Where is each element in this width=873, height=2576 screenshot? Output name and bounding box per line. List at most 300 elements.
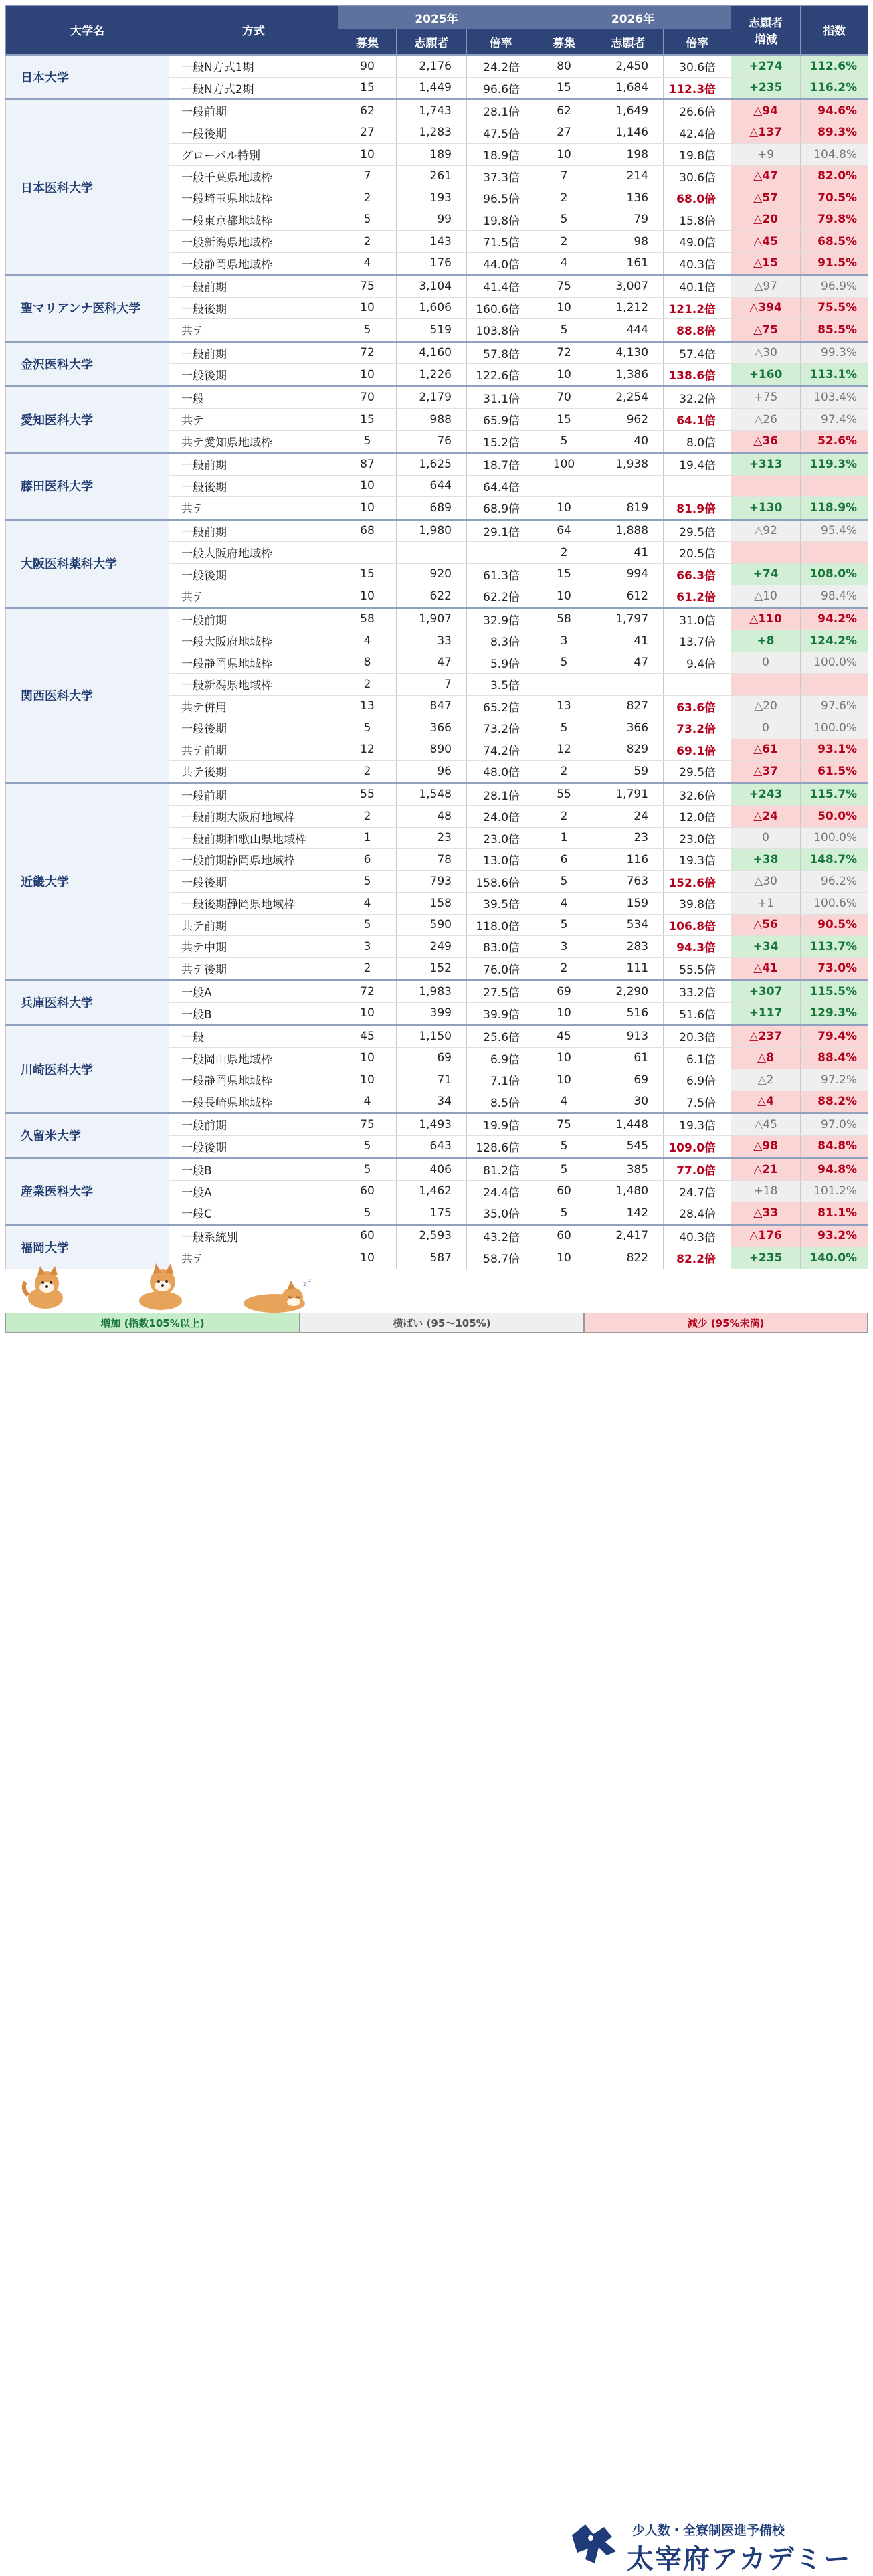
method-cell: 一般前期 [169, 275, 338, 298]
university-name: 聖マリアンナ医科大学 [6, 275, 169, 342]
table-row [6, 386, 868, 409]
applicants-2026-cell: 1,212 [593, 297, 664, 319]
ratio-2025-cell: 23.0倍 [467, 827, 535, 849]
capacity-2026-cell: 100 [535, 453, 593, 476]
capacity-2025-cell: 15 [338, 77, 397, 100]
applicants-2025-cell: 1,462 [397, 1180, 467, 1202]
applicants-2025-cell: 249 [397, 936, 467, 958]
method-cell: 共テ中期 [169, 936, 338, 958]
applicants-2025-cell: 34 [397, 1091, 467, 1113]
applicants-2025-cell: 587 [397, 1247, 467, 1269]
method-cell: グローバル特別 [169, 144, 338, 166]
applicants-2025-cell: 23 [397, 827, 467, 849]
ratio-2025-cell: 28.1倍 [467, 783, 535, 806]
table-row [6, 980, 868, 1003]
applicants-2026-cell: 385 [593, 1158, 664, 1181]
index-cell: 79.4% [801, 1025, 868, 1048]
ratio-2025-cell: 64.4倍 [467, 475, 535, 497]
capacity-2026-cell: 2 [535, 761, 593, 784]
table-row [6, 1113, 868, 1136]
index-cell: 91.5% [801, 252, 868, 275]
ratio-2025-cell: 43.2倍 [467, 1224, 535, 1247]
change-cell: △30 [731, 341, 801, 364]
applicants-2025-cell: 1,743 [397, 100, 467, 122]
applicants-2026-cell: 1,791 [593, 783, 664, 806]
applicants-2026-cell: 1,386 [593, 364, 664, 387]
ratio-2026-cell: 13.7倍 [664, 630, 731, 652]
index-cell: 61.5% [801, 761, 868, 784]
index-cell: 116.2% [801, 77, 868, 100]
capacity-2025-cell: 5 [338, 430, 397, 453]
index-cell: 90.5% [801, 914, 868, 936]
applicants-2025-cell: 1,983 [397, 980, 467, 1003]
applicants-2026-cell: 1,684 [593, 77, 664, 100]
capacity-2026-cell: 62 [535, 100, 593, 122]
capacity-2026-cell: 10 [535, 144, 593, 166]
method-cell: 一般前期 [169, 341, 338, 364]
applicants-2026-cell: 1,480 [593, 1180, 664, 1202]
method-cell: 一般後期 [169, 1135, 338, 1158]
method-cell: 一般前期 [169, 453, 338, 476]
capacity-2026-cell: 70 [535, 386, 593, 409]
applicants-2026-cell: 214 [593, 165, 664, 187]
ratio-2025-cell: 35.0倍 [467, 1202, 535, 1225]
change-cell: 0 [731, 717, 801, 739]
applicants-2026-cell: 534 [593, 914, 664, 936]
ratio-2026-cell: 7.5倍 [664, 1091, 731, 1113]
index-cell: 50.0% [801, 806, 868, 828]
applicants-2026-cell: 829 [593, 739, 664, 761]
method-cell: 共テ [169, 497, 338, 520]
ratio-2025-cell: 68.9倍 [467, 497, 535, 520]
capacity-2025-cell: 2 [338, 806, 397, 828]
change-cell: △56 [731, 914, 801, 936]
applicants-2025-cell: 622 [397, 585, 467, 608]
ratio-2025-cell: 24.2倍 [467, 55, 535, 78]
table-row [6, 1158, 868, 1181]
change-cell: △2 [731, 1069, 801, 1091]
capacity-2026-cell: 27 [535, 122, 593, 144]
change-cell: +1 [731, 893, 801, 915]
capacity-2025-cell: 5 [338, 870, 397, 893]
applicants-2026-cell: 822 [593, 1247, 664, 1269]
change-cell: △8 [731, 1047, 801, 1069]
change-cell [731, 674, 801, 696]
method-cell: 一般大阪府地域枠 [169, 542, 338, 564]
capacity-2026-cell: 60 [535, 1180, 593, 1202]
capacity-2026-cell: 3 [535, 936, 593, 958]
applicants-2026-cell: 819 [593, 497, 664, 520]
method-cell: 一般埼玉県地域枠 [169, 187, 338, 209]
index-cell: 100.0% [801, 717, 868, 739]
index-cell: 96.9% [801, 275, 868, 298]
capacity-2025-cell: 60 [338, 1180, 397, 1202]
ratio-2026-cell: 30.6倍 [664, 55, 731, 78]
applicants-2026-cell: 30 [593, 1091, 664, 1113]
capacity-2026-cell: 3 [535, 630, 593, 652]
index-cell: 100.6% [801, 893, 868, 915]
university-name: 近畿大学 [6, 783, 169, 980]
capacity-2025-cell: 7 [338, 165, 397, 187]
method-cell: 一般後期静岡県地域枠 [169, 893, 338, 915]
method-cell: 一般後期 [169, 364, 338, 387]
ratio-2026-cell: 6.9倍 [664, 1069, 731, 1091]
capacity-2026-cell: 55 [535, 783, 593, 806]
table-row [6, 1025, 868, 1048]
capacity-2026-cell: 5 [535, 1158, 593, 1181]
ratio-2025-cell: 74.2倍 [467, 739, 535, 761]
ratio-2025-cell: 18.9倍 [467, 144, 535, 166]
ratio-2026-cell: 81.9倍 [664, 497, 731, 520]
capacity-2026-cell: 5 [535, 1202, 593, 1225]
ratio-2026-cell: 109.0倍 [664, 1135, 731, 1158]
applicants-2026-cell: 612 [593, 585, 664, 608]
applicants-2025-cell: 2,179 [397, 386, 467, 409]
ratio-2026-cell: 20.3倍 [664, 1025, 731, 1048]
university-name: 兵庫医科大学 [6, 980, 169, 1025]
method-cell: 一般後期 [169, 870, 338, 893]
applicants-2025-cell: 189 [397, 144, 467, 166]
capacity-2025-cell: 8 [338, 652, 397, 674]
index-cell: 94.6% [801, 100, 868, 122]
applicants-2026-cell: 41 [593, 630, 664, 652]
capacity-2025-cell: 3 [338, 936, 397, 958]
method-cell: 一般長崎県地域枠 [169, 1091, 338, 1113]
applicants-2025-cell: 33 [397, 630, 467, 652]
ratio-2026-cell: 55.5倍 [664, 957, 731, 980]
applicants-2025-cell: 47 [397, 652, 467, 674]
ratio-2025-cell: 76.0倍 [467, 957, 535, 980]
applicants-2025-cell: 406 [397, 1158, 467, 1181]
applicants-2025-cell: 96 [397, 761, 467, 784]
capacity-2025-cell: 10 [338, 297, 397, 319]
capacity-2026-cell: 69 [535, 980, 593, 1003]
applicants-2025-cell: 590 [397, 914, 467, 936]
ratio-2026-cell: 19.3倍 [664, 849, 731, 871]
capacity-2026-cell: 5 [535, 1135, 593, 1158]
change-cell: △75 [731, 319, 801, 342]
method-cell: 共テ愛知県地域枠 [169, 430, 338, 453]
capacity-2026-cell: 5 [535, 430, 593, 453]
ratio-2025-cell: 3.5倍 [467, 674, 535, 696]
change-cell: △37 [731, 761, 801, 784]
capacity-2026-cell: 5 [535, 652, 593, 674]
capacity-2026-cell: 10 [535, 585, 593, 608]
change-cell: △20 [731, 695, 801, 717]
ratio-2026-cell: 29.5倍 [664, 761, 731, 784]
method-cell: 共テ併用 [169, 695, 338, 717]
index-cell: 115.7% [801, 783, 868, 806]
method-cell: 一般後期 [169, 475, 338, 497]
method-cell: 一般前期 [169, 100, 338, 122]
applicants-2026-cell: 1,888 [593, 519, 664, 542]
index-cell: 113.7% [801, 936, 868, 958]
ratio-2025-cell: 103.8倍 [467, 319, 535, 342]
capacity-2025-cell: 10 [338, 475, 397, 497]
ratio-2026-cell: 77.0倍 [664, 1158, 731, 1181]
index-cell: 84.8% [801, 1135, 868, 1158]
method-cell: 一般C [169, 1202, 338, 1225]
capacity-2025-cell: 2 [338, 231, 397, 253]
index-cell: 113.1% [801, 364, 868, 387]
method-cell: 一般前期 [169, 1113, 338, 1136]
shiba-dog-sitting-image [19, 1266, 72, 1310]
method-cell: 共テ [169, 409, 338, 431]
index-cell: 93.1% [801, 739, 868, 761]
ratio-2025-cell: 24.0倍 [467, 806, 535, 828]
applicants-2026-cell: 2,417 [593, 1224, 664, 1247]
ratio-2026-cell: 15.8倍 [664, 209, 731, 231]
change-cell: 0 [731, 827, 801, 849]
university-name: 金沢医科大学 [6, 341, 169, 386]
applicants-2025-cell: 366 [397, 717, 467, 739]
applicants-2026-cell [593, 475, 664, 497]
ratio-2025-cell: 29.1倍 [467, 519, 535, 542]
brand-tagline: 少人数・全寮制医進予備校 [632, 2523, 785, 2538]
applicants-2026-cell: 1,448 [593, 1113, 664, 1136]
ratio-2025-cell: 73.2倍 [467, 717, 535, 739]
ratio-2026-cell [664, 674, 731, 696]
method-cell: 一般東京都地域枠 [169, 209, 338, 231]
ratio-2026-cell: 152.6倍 [664, 870, 731, 893]
index-cell: 119.3% [801, 453, 868, 476]
capacity-2026-cell: 15 [535, 409, 593, 431]
method-cell: 一般静岡県地域枠 [169, 1069, 338, 1091]
capacity-2025-cell: 13 [338, 695, 397, 717]
capacity-2026-cell: 4 [535, 1091, 593, 1113]
applicants-2025-cell: 99 [397, 209, 467, 231]
capacity-2025-cell: 5 [338, 1135, 397, 1158]
brand-name: 太宰府アカデミー [627, 2543, 852, 2575]
capacity-2026-cell: 1 [535, 827, 593, 849]
university-name: 日本大学 [6, 55, 169, 100]
capacity-2025-cell: 10 [338, 364, 397, 387]
capacity-2025-cell: 12 [338, 739, 397, 761]
table-row [6, 1224, 868, 1247]
change-cell: △15 [731, 252, 801, 275]
header-method: 方式 [169, 6, 338, 55]
applicants-2026-cell: 444 [593, 319, 664, 342]
capacity-2025-cell: 68 [338, 519, 397, 542]
ratio-2026-cell: 68.0倍 [664, 187, 731, 209]
capacity-2026-cell: 10 [535, 297, 593, 319]
capacity-2025-cell: 15 [338, 563, 397, 585]
ratio-2026-cell: 40.3倍 [664, 1224, 731, 1247]
capacity-2025-cell: 70 [338, 386, 397, 409]
ratio-2026-cell: 39.8倍 [664, 893, 731, 915]
capacity-2025-cell: 5 [338, 319, 397, 342]
change-cell: △176 [731, 1224, 801, 1247]
applicants-2025-cell: 2,593 [397, 1224, 467, 1247]
change-cell: △98 [731, 1135, 801, 1158]
ratio-2025-cell: 25.6倍 [467, 1025, 535, 1048]
ratio-2026-cell: 20.5倍 [664, 542, 731, 564]
ratio-2025-cell: 71.5倍 [467, 231, 535, 253]
ratio-2025-cell: 158.6倍 [467, 870, 535, 893]
index-cell: 73.0% [801, 957, 868, 980]
header-change-line: 志願者 [749, 16, 783, 30]
capacity-2025-cell: 4 [338, 893, 397, 915]
ratio-2026-cell: 51.6倍 [664, 1002, 731, 1025]
applicants-2026-cell: 23 [593, 827, 664, 849]
applicants-2026-cell: 913 [593, 1025, 664, 1048]
method-cell: 一般千葉県地域枠 [169, 165, 338, 187]
ratio-2026-cell: 19.8倍 [664, 144, 731, 166]
index-cell [801, 475, 868, 497]
capacity-2025-cell: 2 [338, 674, 397, 696]
applicants-2026-cell: 4,130 [593, 341, 664, 364]
capacity-2025-cell: 5 [338, 914, 397, 936]
ratio-2025-cell: 118.0倍 [467, 914, 535, 936]
ratio-2026-cell: 40.1倍 [664, 275, 731, 298]
ratio-2026-cell: 138.6倍 [664, 364, 731, 387]
method-cell: 共テ [169, 1247, 338, 1269]
capacity-2025-cell: 10 [338, 144, 397, 166]
capacity-2025-cell: 45 [338, 1025, 397, 1048]
index-cell: 96.2% [801, 870, 868, 893]
index-cell: 98.4% [801, 585, 868, 608]
ratio-2026-cell: 28.4倍 [664, 1202, 731, 1225]
change-cell: +18 [731, 1180, 801, 1202]
ratio-2026-cell: 40.3倍 [664, 252, 731, 275]
ratio-2025-cell: 39.9倍 [467, 1002, 535, 1025]
applicants-2025-cell: 4,160 [397, 341, 467, 364]
applicants-2025-cell: 176 [397, 252, 467, 275]
ratio-2026-cell: 66.3倍 [664, 563, 731, 585]
applicants-2026-cell: 1,146 [593, 122, 664, 144]
change-cell: +75 [731, 386, 801, 409]
applicants-2025-cell: 847 [397, 695, 467, 717]
change-cell [731, 475, 801, 497]
brand-mark-icon [565, 2522, 625, 2570]
capacity-2026-cell: 75 [535, 275, 593, 298]
capacity-2026-cell: 58 [535, 608, 593, 630]
capacity-2025-cell: 87 [338, 453, 397, 476]
capacity-2026-cell: 2 [535, 187, 593, 209]
capacity-2025-cell: 10 [338, 497, 397, 520]
ratio-2025-cell: 27.5倍 [467, 980, 535, 1003]
capacity-2026-cell: 2 [535, 806, 593, 828]
header-app-2026: 志願者 [593, 29, 664, 55]
change-cell: △30 [731, 870, 801, 893]
ratio-2026-cell: 69.1倍 [664, 739, 731, 761]
capacity-2026-cell: 72 [535, 341, 593, 364]
header-ratio-2025: 倍率 [467, 29, 535, 55]
table-row [6, 100, 868, 122]
change-cell [731, 542, 801, 564]
admissions-table [5, 5, 868, 1269]
index-cell: 52.6% [801, 430, 868, 453]
capacity-2026-cell: 15 [535, 77, 593, 100]
header-cap-2026: 募集 [535, 29, 593, 55]
ratio-2025-cell: 61.3倍 [467, 563, 535, 585]
svg-text:z: z [308, 1278, 312, 1283]
index-cell: 88.4% [801, 1047, 868, 1069]
method-cell: 一般前期 [169, 519, 338, 542]
university-name: 愛知医科大学 [6, 386, 169, 453]
method-cell: 一般B [169, 1158, 338, 1181]
university-name: 川崎医科大学 [6, 1025, 169, 1113]
method-cell: 一般静岡県地域枠 [169, 652, 338, 674]
applicants-2026-cell: 142 [593, 1202, 664, 1225]
change-cell: △61 [731, 739, 801, 761]
applicants-2025-cell: 1,980 [397, 519, 467, 542]
change-cell: +160 [731, 364, 801, 387]
ratio-2025-cell: 5.9倍 [467, 652, 535, 674]
header-change [731, 6, 801, 55]
applicants-2025-cell: 1,493 [397, 1113, 467, 1136]
ratio-2026-cell: 63.6倍 [664, 695, 731, 717]
ratio-2025-cell: 15.2倍 [467, 430, 535, 453]
index-cell: 115.5% [801, 980, 868, 1003]
applicants-2025-cell: 1,283 [397, 122, 467, 144]
applicants-2026-cell: 2,450 [593, 55, 664, 78]
capacity-2026-cell: 5 [535, 717, 593, 739]
capacity-2026-cell: 5 [535, 319, 593, 342]
ratio-2026-cell: 94.3倍 [664, 936, 731, 958]
applicants-2025-cell: 1,907 [397, 608, 467, 630]
capacity-2025-cell: 55 [338, 783, 397, 806]
capacity-2026-cell: 2 [535, 231, 593, 253]
index-cell: 101.2% [801, 1180, 868, 1202]
change-cell: +243 [731, 783, 801, 806]
ratio-2026-cell: 82.2倍 [664, 1247, 731, 1269]
applicants-2026-cell: 763 [593, 870, 664, 893]
change-cell: +274 [731, 55, 801, 78]
ratio-2025-cell: 128.6倍 [467, 1135, 535, 1158]
capacity-2026-cell: 2 [535, 957, 593, 980]
method-cell: 一般新潟県地域枠 [169, 674, 338, 696]
table-body [6, 55, 868, 1269]
ratio-2026-cell: 32.6倍 [664, 783, 731, 806]
method-cell: 共テ [169, 319, 338, 342]
ratio-2026-cell: 42.4倍 [664, 122, 731, 144]
applicants-2025-cell: 920 [397, 563, 467, 585]
change-cell: △137 [731, 122, 801, 144]
capacity-2025-cell: 2 [338, 957, 397, 980]
applicants-2025-cell: 261 [397, 165, 467, 187]
applicants-2025-cell: 7 [397, 674, 467, 696]
method-cell: 一般新潟県地域枠 [169, 231, 338, 253]
table-row [6, 783, 868, 806]
ratio-2025-cell: 122.6倍 [467, 364, 535, 387]
university-name: 関西医科大学 [6, 608, 169, 783]
ratio-2026-cell: 24.7倍 [664, 1180, 731, 1202]
ratio-2026-cell: 88.8倍 [664, 319, 731, 342]
applicants-2025-cell: 78 [397, 849, 467, 871]
index-cell: 94.8% [801, 1158, 868, 1181]
applicants-2026-cell: 40 [593, 430, 664, 453]
applicants-2025-cell: 76 [397, 430, 467, 453]
capacity-2025-cell: 4 [338, 252, 397, 275]
ratio-2026-cell: 30.6倍 [664, 165, 731, 187]
ratio-2026-cell: 49.0倍 [664, 231, 731, 253]
ratio-2025-cell: 62.2倍 [467, 585, 535, 608]
applicants-2026-cell: 283 [593, 936, 664, 958]
ratio-2026-cell: 106.8倍 [664, 914, 731, 936]
ratio-2025-cell: 7.1倍 [467, 1069, 535, 1091]
capacity-2025-cell: 90 [338, 55, 397, 78]
capacity-2025-cell: 1 [338, 827, 397, 849]
legend-increase: 増加 (指数105%以上) [5, 1313, 300, 1333]
change-cell: +9 [731, 144, 801, 166]
applicants-2026-cell: 24 [593, 806, 664, 828]
applicants-2026-cell: 516 [593, 1002, 664, 1025]
capacity-2026-cell: 7 [535, 165, 593, 187]
ratio-2026-cell [664, 475, 731, 497]
capacity-2026-cell: 13 [535, 695, 593, 717]
capacity-2026-cell: 15 [535, 563, 593, 585]
